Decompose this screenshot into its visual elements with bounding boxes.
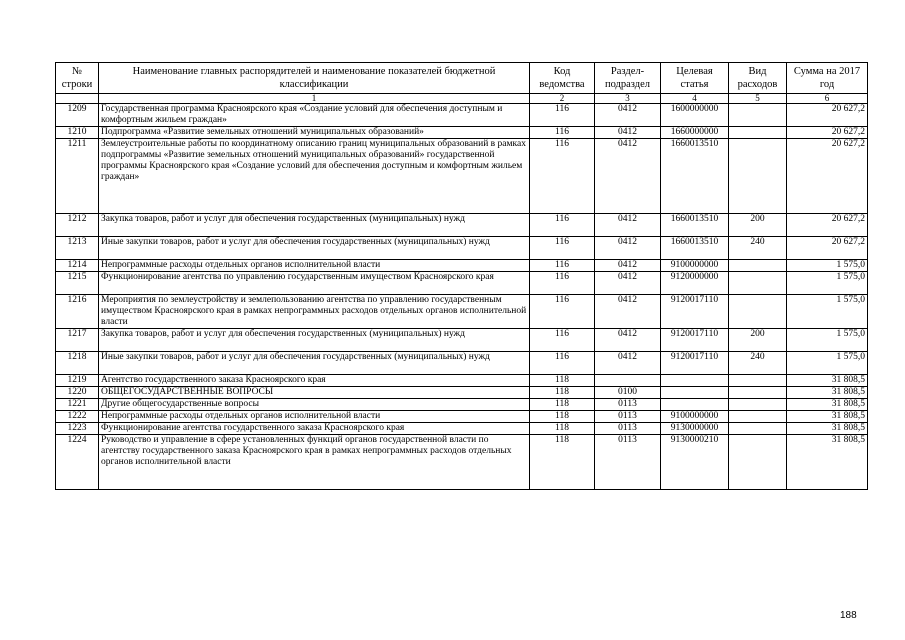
amount-cell: 1 575,0: [787, 352, 868, 375]
exp-type-cell: [729, 272, 787, 295]
row-number-cell: 1209: [56, 104, 99, 127]
target-cell: 1660013510: [661, 214, 729, 237]
column-number: 5: [729, 94, 787, 104]
row-number-cell: 1220: [56, 387, 99, 399]
header-section: Раздел-подраздел: [595, 63, 661, 94]
amount-cell: 31 808,5: [787, 375, 868, 387]
amount-cell: 20 627,2: [787, 237, 868, 260]
row-number-cell: 1222: [56, 411, 99, 423]
row-number-cell: 1224: [56, 435, 99, 490]
section-cell: 0100: [595, 387, 661, 399]
target-cell: 9120017110: [661, 295, 729, 329]
amount-cell: 20 627,2: [787, 104, 868, 127]
row-name-cell: Функционирование агентства государственного заказа Красноярского края: [99, 423, 530, 435]
table-row: [56, 272, 868, 295]
amount-cell: 1 575,0: [787, 272, 868, 295]
row-name-cell: Закупка товаров, работ и услуг для обеспечения государственных (муниципальных) нужд: [99, 329, 530, 352]
header-name: Наименование главных распорядителей и наименование показателей бюджетной классификации: [99, 63, 530, 94]
row-number-cell: 1210: [56, 127, 99, 139]
column-number: 6: [787, 94, 868, 104]
header-row: [56, 63, 868, 94]
target-cell: [661, 387, 729, 399]
section-cell: 0412: [595, 260, 661, 272]
header-dept-code: Код ведомства: [530, 63, 595, 94]
row-number-cell: 1211: [56, 139, 99, 214]
dept-code-cell: 116: [530, 127, 595, 139]
row-number-cell: 1213: [56, 237, 99, 260]
target-cell: 9120017110: [661, 352, 729, 375]
section-cell: [595, 375, 661, 387]
header-target: Целевая статья: [661, 63, 729, 94]
amount-cell: 20 627,2: [787, 139, 868, 214]
row-name-cell: Непрограммные расходы отдельных органов исполнительной власти: [99, 260, 530, 272]
dept-code-cell: 118: [530, 411, 595, 423]
row-name-cell: Иные закупки товаров, работ и услуг для обеспечения государственных (муниципальных) нужд: [99, 237, 530, 260]
exp-type-cell: [729, 139, 787, 214]
dept-code-cell: 116: [530, 329, 595, 352]
row-number-cell: 1223: [56, 423, 99, 435]
row-name-cell: Государственная программа Красноярского края «Создание условий для обеспечения доступным и комфортным жильем граждан»: [99, 104, 530, 127]
table-row: [56, 423, 868, 435]
exp-type-cell: [729, 260, 787, 272]
target-cell: 1660013510: [661, 237, 729, 260]
column-number: [56, 94, 99, 104]
section-cell: 0113: [595, 411, 661, 423]
column-number: 1: [99, 94, 530, 104]
budget-table: [55, 62, 868, 490]
target-cell: 9120017110: [661, 329, 729, 352]
exp-type-cell: 240: [729, 352, 787, 375]
exp-type-cell: [729, 399, 787, 411]
section-cell: 0113: [595, 399, 661, 411]
column-number-row: [56, 94, 868, 104]
header-exp-type: Вид расходов: [729, 63, 787, 94]
exp-type-cell: [729, 423, 787, 435]
amount-cell: 1 575,0: [787, 295, 868, 329]
table-row: [56, 104, 868, 127]
row-number-cell: 1217: [56, 329, 99, 352]
section-cell: 0113: [595, 435, 661, 490]
exp-type-cell: [729, 435, 787, 490]
dept-code-cell: 116: [530, 295, 595, 329]
target-cell: 9100000000: [661, 411, 729, 423]
row-number-cell: 1221: [56, 399, 99, 411]
section-cell: 0412: [595, 139, 661, 214]
row-number-cell: 1212: [56, 214, 99, 237]
section-cell: 0113: [595, 423, 661, 435]
table-row: [56, 399, 868, 411]
row-name-cell: Другие общегосударственные вопросы: [99, 399, 530, 411]
section-cell: 0412: [595, 272, 661, 295]
table-row: [56, 411, 868, 423]
section-cell: 0412: [595, 237, 661, 260]
exp-type-cell: 240: [729, 237, 787, 260]
column-number: 4: [661, 94, 729, 104]
exp-type-cell: 200: [729, 214, 787, 237]
target-cell: 1660000000: [661, 127, 729, 139]
section-cell: 0412: [595, 127, 661, 139]
dept-code-cell: 116: [530, 260, 595, 272]
target-cell: 1660013510: [661, 139, 729, 214]
row-name-cell: Функционирование агентства по управлению государственным имуществом Красноярского края: [99, 272, 530, 295]
amount-cell: 31 808,5: [787, 399, 868, 411]
exp-type-cell: [729, 127, 787, 139]
amount-cell: 20 627,2: [787, 214, 868, 237]
dept-code-cell: 118: [530, 399, 595, 411]
target-cell: 9100000000: [661, 260, 729, 272]
dept-code-cell: 118: [530, 423, 595, 435]
dept-code-cell: 118: [530, 435, 595, 490]
column-number: 3: [595, 94, 661, 104]
table-row: [56, 387, 868, 399]
row-name-cell: Закупка товаров, работ и услуг для обеспечения государственных (муниципальных) нужд: [99, 214, 530, 237]
row-name-cell: Землеустроительные работы по координатному описанию границ муниципальных образований в рамках подпрограммы «Развитие земельных отношений муниципальных образований» государственной программы Красноярского края «Создание условий для обеспечения доступным и комфортным жильем граждан»: [99, 139, 530, 214]
target-cell: [661, 399, 729, 411]
section-cell: 0412: [595, 329, 661, 352]
row-name-cell: Агентство государственного заказа Красноярского края: [99, 375, 530, 387]
dept-code-cell: 116: [530, 237, 595, 260]
amount-cell: 20 627,2: [787, 127, 868, 139]
row-number-cell: 1214: [56, 260, 99, 272]
row-number-cell: 1218: [56, 352, 99, 375]
dept-code-cell: 118: [530, 387, 595, 399]
row-name-cell: ОБЩЕГОСУДАРСТВЕННЫЕ ВОПРОСЫ: [99, 387, 530, 399]
amount-cell: 1 575,0: [787, 260, 868, 272]
section-cell: 0412: [595, 104, 661, 127]
target-cell: [661, 375, 729, 387]
table-row: [56, 435, 868, 490]
row-name-cell: Иные закупки товаров, работ и услуг для обеспечения государственных (муниципальных) нужд: [99, 352, 530, 375]
table-row: [56, 295, 868, 329]
dept-code-cell: 116: [530, 352, 595, 375]
amount-cell: 31 808,5: [787, 423, 868, 435]
exp-type-cell: 200: [729, 329, 787, 352]
row-name-cell: Руководство и управление в сфере установленных функций органов государственной власти по агентству государственного заказа Красноярского края в рамках непрограммных расходов отдельных органов исполнительной власти: [99, 435, 530, 490]
column-number: 2: [530, 94, 595, 104]
exp-type-cell: [729, 295, 787, 329]
dept-code-cell: 116: [530, 104, 595, 127]
row-name-cell: Подпрограмма «Развитие земельных отношений муниципальных образований»: [99, 127, 530, 139]
target-cell: 9130000210: [661, 435, 729, 490]
dept-code-cell: 118: [530, 375, 595, 387]
table-row: [56, 214, 868, 237]
table-body: [56, 104, 868, 490]
exp-type-cell: [729, 104, 787, 127]
amount-cell: 31 808,5: [787, 387, 868, 399]
section-cell: 0412: [595, 352, 661, 375]
section-cell: 0412: [595, 214, 661, 237]
table-row: [56, 329, 868, 352]
header-amount: Сумма на 2017 год: [787, 63, 868, 94]
target-cell: 9130000000: [661, 423, 729, 435]
table-row: [56, 237, 868, 260]
row-name-cell: Непрограммные расходы отдельных органов исполнительной власти: [99, 411, 530, 423]
table-row: [56, 375, 868, 387]
table-row: [56, 260, 868, 272]
amount-cell: 1 575,0: [787, 329, 868, 352]
dept-code-cell: 116: [530, 139, 595, 214]
target-cell: 1600000000: [661, 104, 729, 127]
table-row: [56, 127, 868, 139]
section-cell: 0412: [595, 295, 661, 329]
exp-type-cell: [729, 387, 787, 399]
amount-cell: 31 808,5: [787, 411, 868, 423]
target-cell: 9120000000: [661, 272, 729, 295]
row-number-cell: 1215: [56, 272, 99, 295]
header-row-no: № строки: [56, 63, 99, 94]
table-row: [56, 352, 868, 375]
row-number-cell: 1219: [56, 375, 99, 387]
row-name-cell: Мероприятия по землеустройству и землепользованию агентства по управлению государственным имуществом Красноярского края в рамках непрограммных расходов отдельных органов исполнительной власти: [99, 295, 530, 329]
dept-code-cell: 116: [530, 214, 595, 237]
row-number-cell: 1216: [56, 295, 99, 329]
exp-type-cell: [729, 375, 787, 387]
budget-sheet: [55, 62, 867, 490]
amount-cell: 31 808,5: [787, 435, 868, 490]
dept-code-cell: 116: [530, 272, 595, 295]
page-number: 188: [840, 610, 857, 621]
table-row: [56, 139, 868, 214]
exp-type-cell: [729, 411, 787, 423]
